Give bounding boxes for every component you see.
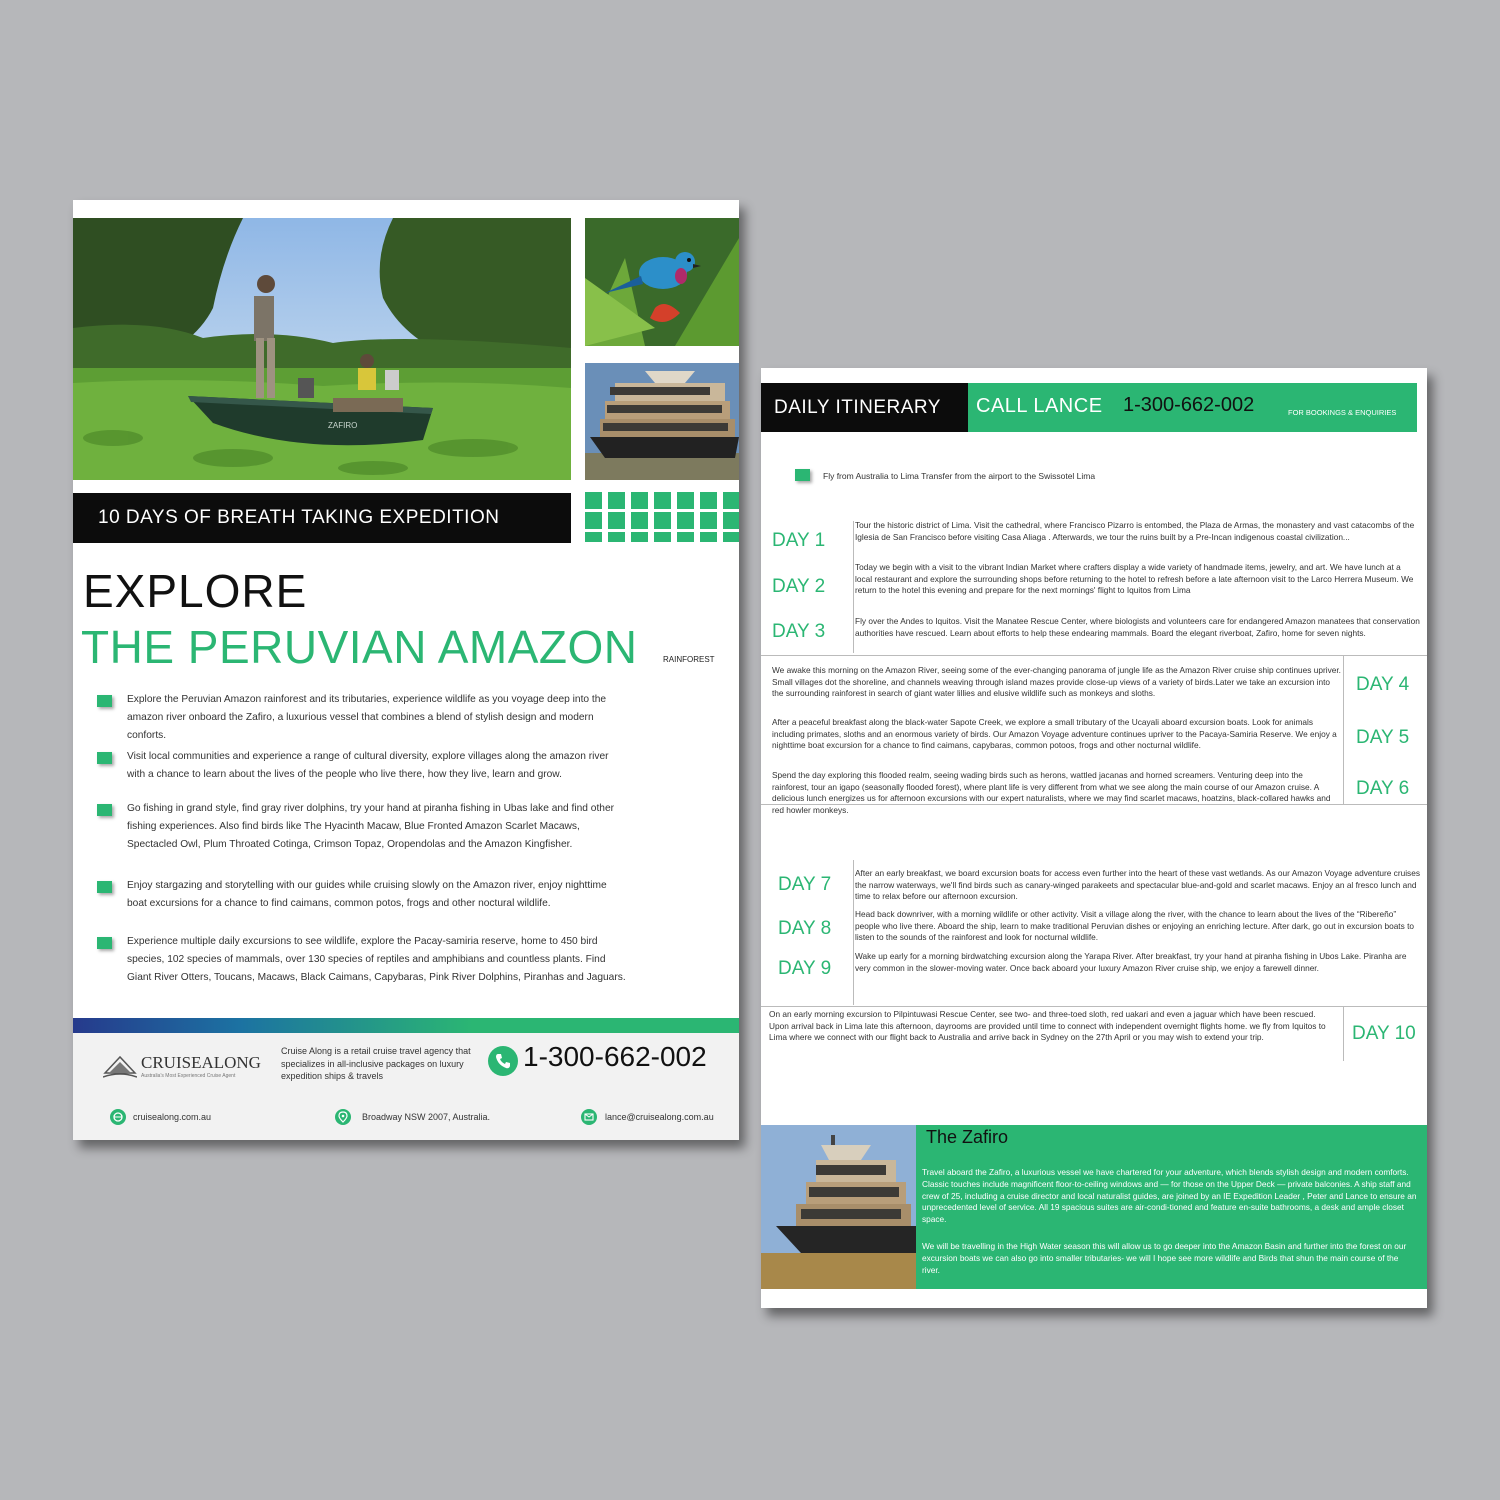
day-label: DAY 5 bbox=[1356, 727, 1410, 748]
bullet-item: Enjoy stargazing and storytelling with our guides while cruising slowly on the Amazon river, enjoy nighttime boat excursions for a chance to find caimans, common potos, frogs and other noctural wildlife. bbox=[97, 877, 627, 913]
tagline-bar bbox=[73, 493, 571, 543]
ship-photo bbox=[585, 363, 739, 480]
bullet-item: Explore the Peruvian Amazon rainforest and its tributaries, experience wildlife as you voyage deep into the amazon river onboard the Zafiro, a luxurious vessel that combines a blend of stylish design and modern conforts. bbox=[97, 691, 627, 745]
headline-rainforest: RAINFOREST bbox=[663, 655, 715, 664]
logo-wordmark: CRUISEALONG bbox=[141, 1053, 261, 1072]
day-label: DAY 6 bbox=[1356, 778, 1410, 799]
day-label: DAY 4 bbox=[1356, 674, 1410, 695]
day-label: DAY 3 bbox=[772, 621, 826, 642]
boat-jungle-photo bbox=[73, 218, 571, 480]
arrival-bullet bbox=[795, 469, 810, 481]
itinerary-title: DAILY ITINERARY bbox=[774, 397, 941, 418]
bullet-item: Visit local communities and experience a range of cultural diversity, explore villages along the amazon river with a chance to learn about the lives of the people who live there, how they live, learn and grow. bbox=[97, 748, 627, 784]
mail-icon bbox=[581, 1109, 597, 1125]
zafiro-ship-photo bbox=[761, 1125, 916, 1289]
itinerary-page bbox=[761, 368, 1427, 1308]
day-label: DAY 8 bbox=[778, 918, 832, 939]
divider bbox=[1343, 1007, 1344, 1061]
agency-description: Cruise Along is a retail cruise travel agency that specializes in all-inclusive packages on luxury expedition ships & travels bbox=[281, 1046, 471, 1081]
call-number[interactable]: 1-300-662-002 bbox=[1123, 394, 1255, 416]
itinerary-header bbox=[761, 383, 1417, 432]
bullet-item: Experience multiple daily excursions to see wildlife, explore the Pacay-samiria reserve, home to 450 bird species, 102 species of mammals, over 130 species of reptiles and amphibians and countless plants. Find Giant River Otters, Toucans, Macaws, Black Caimans, Capybaras, Pink River Dolphins, Piranhas and Jaguars. bbox=[97, 933, 627, 987]
day-text: Today we begin with a visit to the vibrant Indian Market where crafters display a wide variety of handmade items, jewelry, and art. We have lunch at a local restaurant and explore the surrounding shops before returning to the hotel to refresh before a late afternoon visit to the Larco Herrera Museum. We return to the hotel this evening and prepare for the next mornings' flight to Iquitos from Lima bbox=[855, 562, 1414, 596]
location-icon bbox=[335, 1109, 351, 1125]
divider bbox=[1343, 656, 1344, 804]
headline-peruvian-amazon: THE PERUVIAN AMAZON bbox=[81, 621, 638, 673]
boat-name-text: ZAFIRO bbox=[328, 421, 358, 430]
zafiro-season-note: We will be travelling in the High Water season this will allow us to go deeper into the Amazon Basin and further into the forest on our excursion boats we can also go into smaller tributaries- we will I hope see more wildlife and Birds that shun the main course of the river. bbox=[922, 1241, 1407, 1275]
divider bbox=[761, 1006, 1427, 1007]
globe-icon bbox=[110, 1109, 126, 1125]
bullet-item: Go fishing in grand style, find gray river dolphins, try your hand at piranha fishing in Ubas lake and find other fishing experiences. Also find birds like The Hyacinth Macaw, Blue Fronted Amazon Scarlet Macaws, Spectacled Owl, Plum Throated Cotinga, Crimson Topaz, Oropendolas and the Amazon Kingfisher. bbox=[97, 800, 627, 854]
day-label: DAY 9 bbox=[778, 958, 832, 979]
flyer-page bbox=[73, 200, 739, 1140]
divider bbox=[853, 521, 854, 653]
call-label: CALL LANCE bbox=[976, 395, 1103, 417]
zafiro-title: The Zafiro bbox=[926, 1127, 1009, 1147]
day-label: DAY 1 bbox=[772, 530, 826, 551]
tagline: 10 DAYS OF BREATH TAKING EXPEDITION bbox=[98, 507, 500, 528]
day-text: Tour the historic district of Lima. Visit the cathedral, where Francisco Pizarro is entombed, the Plaza de Armas, the monastery and vast catacombs of the Iglesia de San Francisco before visiting Casa Aliaga . Afterwards, we tour the ruins built by a Pre-Incan indigenous coastal civilization... bbox=[855, 520, 1415, 542]
day-text: On an early morning excursion to Pilpintuwasi Rescue Center, see two- and three-toed sloth, red uakari and even a jaguar which have been rescued. Upon arrival back in Lima late this afternoon, dayrooms are provided until time to connect with independent overnight flights home. we fly from Iquitos to Lima where we connect with our flight back to Australia and arrive back in Sydney on the 27th April or you may wish to extend your trip. bbox=[769, 1009, 1326, 1043]
itinerary-title-block bbox=[761, 383, 968, 432]
day-label: DAY 2 bbox=[772, 576, 826, 597]
phone-number[interactable]: 1-300-662-002 bbox=[523, 1041, 707, 1072]
address-text: Broadway NSW 2007, Australia. bbox=[362, 1112, 491, 1122]
email-link[interactable]: lance@cruisealong.com.au bbox=[605, 1112, 714, 1122]
headline-explore: EXPLORE bbox=[83, 565, 308, 617]
cruisealong-logo bbox=[103, 1051, 263, 1085]
call-subtitle: FOR BOOKINGS & ENQUIRIES bbox=[1288, 408, 1397, 417]
zafiro-description: Travel aboard the Zafiro, a luxurious vessel we have chartered for your adventure, which blends stylish design and modern comforts. Classic touches include magnificent floor-to-ceiling windows and — for those on the Upper Deck — private balconies. A ship staff and crew of 25, including a cruise director and local naturalist guides, are joined by an IE Expedition Leader , Peter and Lance to ensure an unprecedented level of service. All 19 spacious suites are air-condi-tioned and feature en-suite bathrooms, a desk and ample closet space. bbox=[922, 1167, 1417, 1225]
divider bbox=[761, 655, 1427, 656]
day-text: Spend the day exploring this flooded realm, seeing wading birds such as herons, wattled jacanas and horned screamers. Venturing deep into the rainforest, tour an igapo (seasonally flooded forest), where plant life is very different from what we see along the main course of our Amazon cruise. A delicious lunch energizes us for afternoon excursions with our expert naturalists, where we may find scarlet macaws, hoatzins, black-collared hawks and red howler monkeys. bbox=[772, 770, 1331, 815]
gradient-divider bbox=[73, 1018, 739, 1033]
logo-emblem-icon bbox=[103, 1051, 137, 1085]
divider bbox=[853, 860, 854, 1005]
decorative-square-grid bbox=[585, 492, 739, 546]
bird-photo bbox=[585, 218, 739, 346]
day-label: DAY 10 bbox=[1352, 1023, 1416, 1044]
divider bbox=[761, 804, 1427, 805]
day-text: Head back downriver, with a morning wildlife or other activity. Visit a village along the river, with the chance to learn about the lives of the “Ribereño” people who live there. Aboard the ship, learn to make traditional Peruvian dishes or enjoying an enriching lecture. After dark, go out in excursion boats to listen to the sounds of the rainforest and look for nocturnal wildlife. bbox=[855, 909, 1414, 943]
day-text: After an early breakfast, we board excursion boats for access even further into the heart of these vast wetlands. As our Amazon Voyage adventure cruises the narrow waterways, we'll find birds such as canary-winged parakeets and spectacular blue-and-gold and scarlet macaws. Enjoy an al fresco lunch and time to relax before our afternoon excursion. bbox=[855, 868, 1420, 902]
day-text: Wake up early for a morning birdwatching excursion along the Yarapa River. After breakfast, try your hand at piranha fishing in Ubos Lake. Piranha are very common in the slower-moving water. Once back aboard your luxury Amazon River cruise ship, we enjoy a farewell dinner. bbox=[855, 951, 1407, 973]
zafiro-panel bbox=[916, 1125, 1427, 1289]
day-text: We awake this morning on the Amazon River, seeing some of the ever-changing panorama of jungle life as the Amazon River cruise ship continues upriver. Small villages dot the shoreline, and channels weaving through island mazes provide close-up views of a variety of birds.Later we take an excursion into the surrounding rainforest in search of giant water lillies and elusive wildlife such as monkeys and sloths. bbox=[772, 665, 1341, 699]
logo-subtitle: Australia's Most Experienced Cruise Agent bbox=[141, 1073, 236, 1079]
day-label: DAY 7 bbox=[778, 874, 832, 895]
day-text: Fly over the Andes to Iquitos. Visit the Manatee Rescue Center, where biologists and volunteers care for endangered Amazon manatees that conservation authorities have rescued. Learn about efforts to help these endearing mammals. Board the elegant riverboat, Zafiro, home for seven nights. bbox=[855, 616, 1420, 638]
website-link[interactable]: cruisealong.com.au bbox=[133, 1112, 212, 1122]
arrival-text: Fly from Australia to Lima Transfer from the airport to the Swissotel Lima bbox=[823, 471, 1096, 481]
day-text: After a peaceful breakfast along the black-water Sapote Creek, we explore a small tributary of the Ucayali aboard excursion boats. Look for animals including primates, sloths and an enormous variety of birds. Our Amazon Voyage adventure continues upriver to the Pacaya-Samiria Reserve. We enjoy a nighttime boat excursion for a chance to find caimans, capybaras, common potoos, frogs and other nocturnal wildlife. bbox=[772, 717, 1337, 751]
phone-icon bbox=[488, 1046, 518, 1076]
flyer-footer bbox=[73, 1033, 739, 1140]
